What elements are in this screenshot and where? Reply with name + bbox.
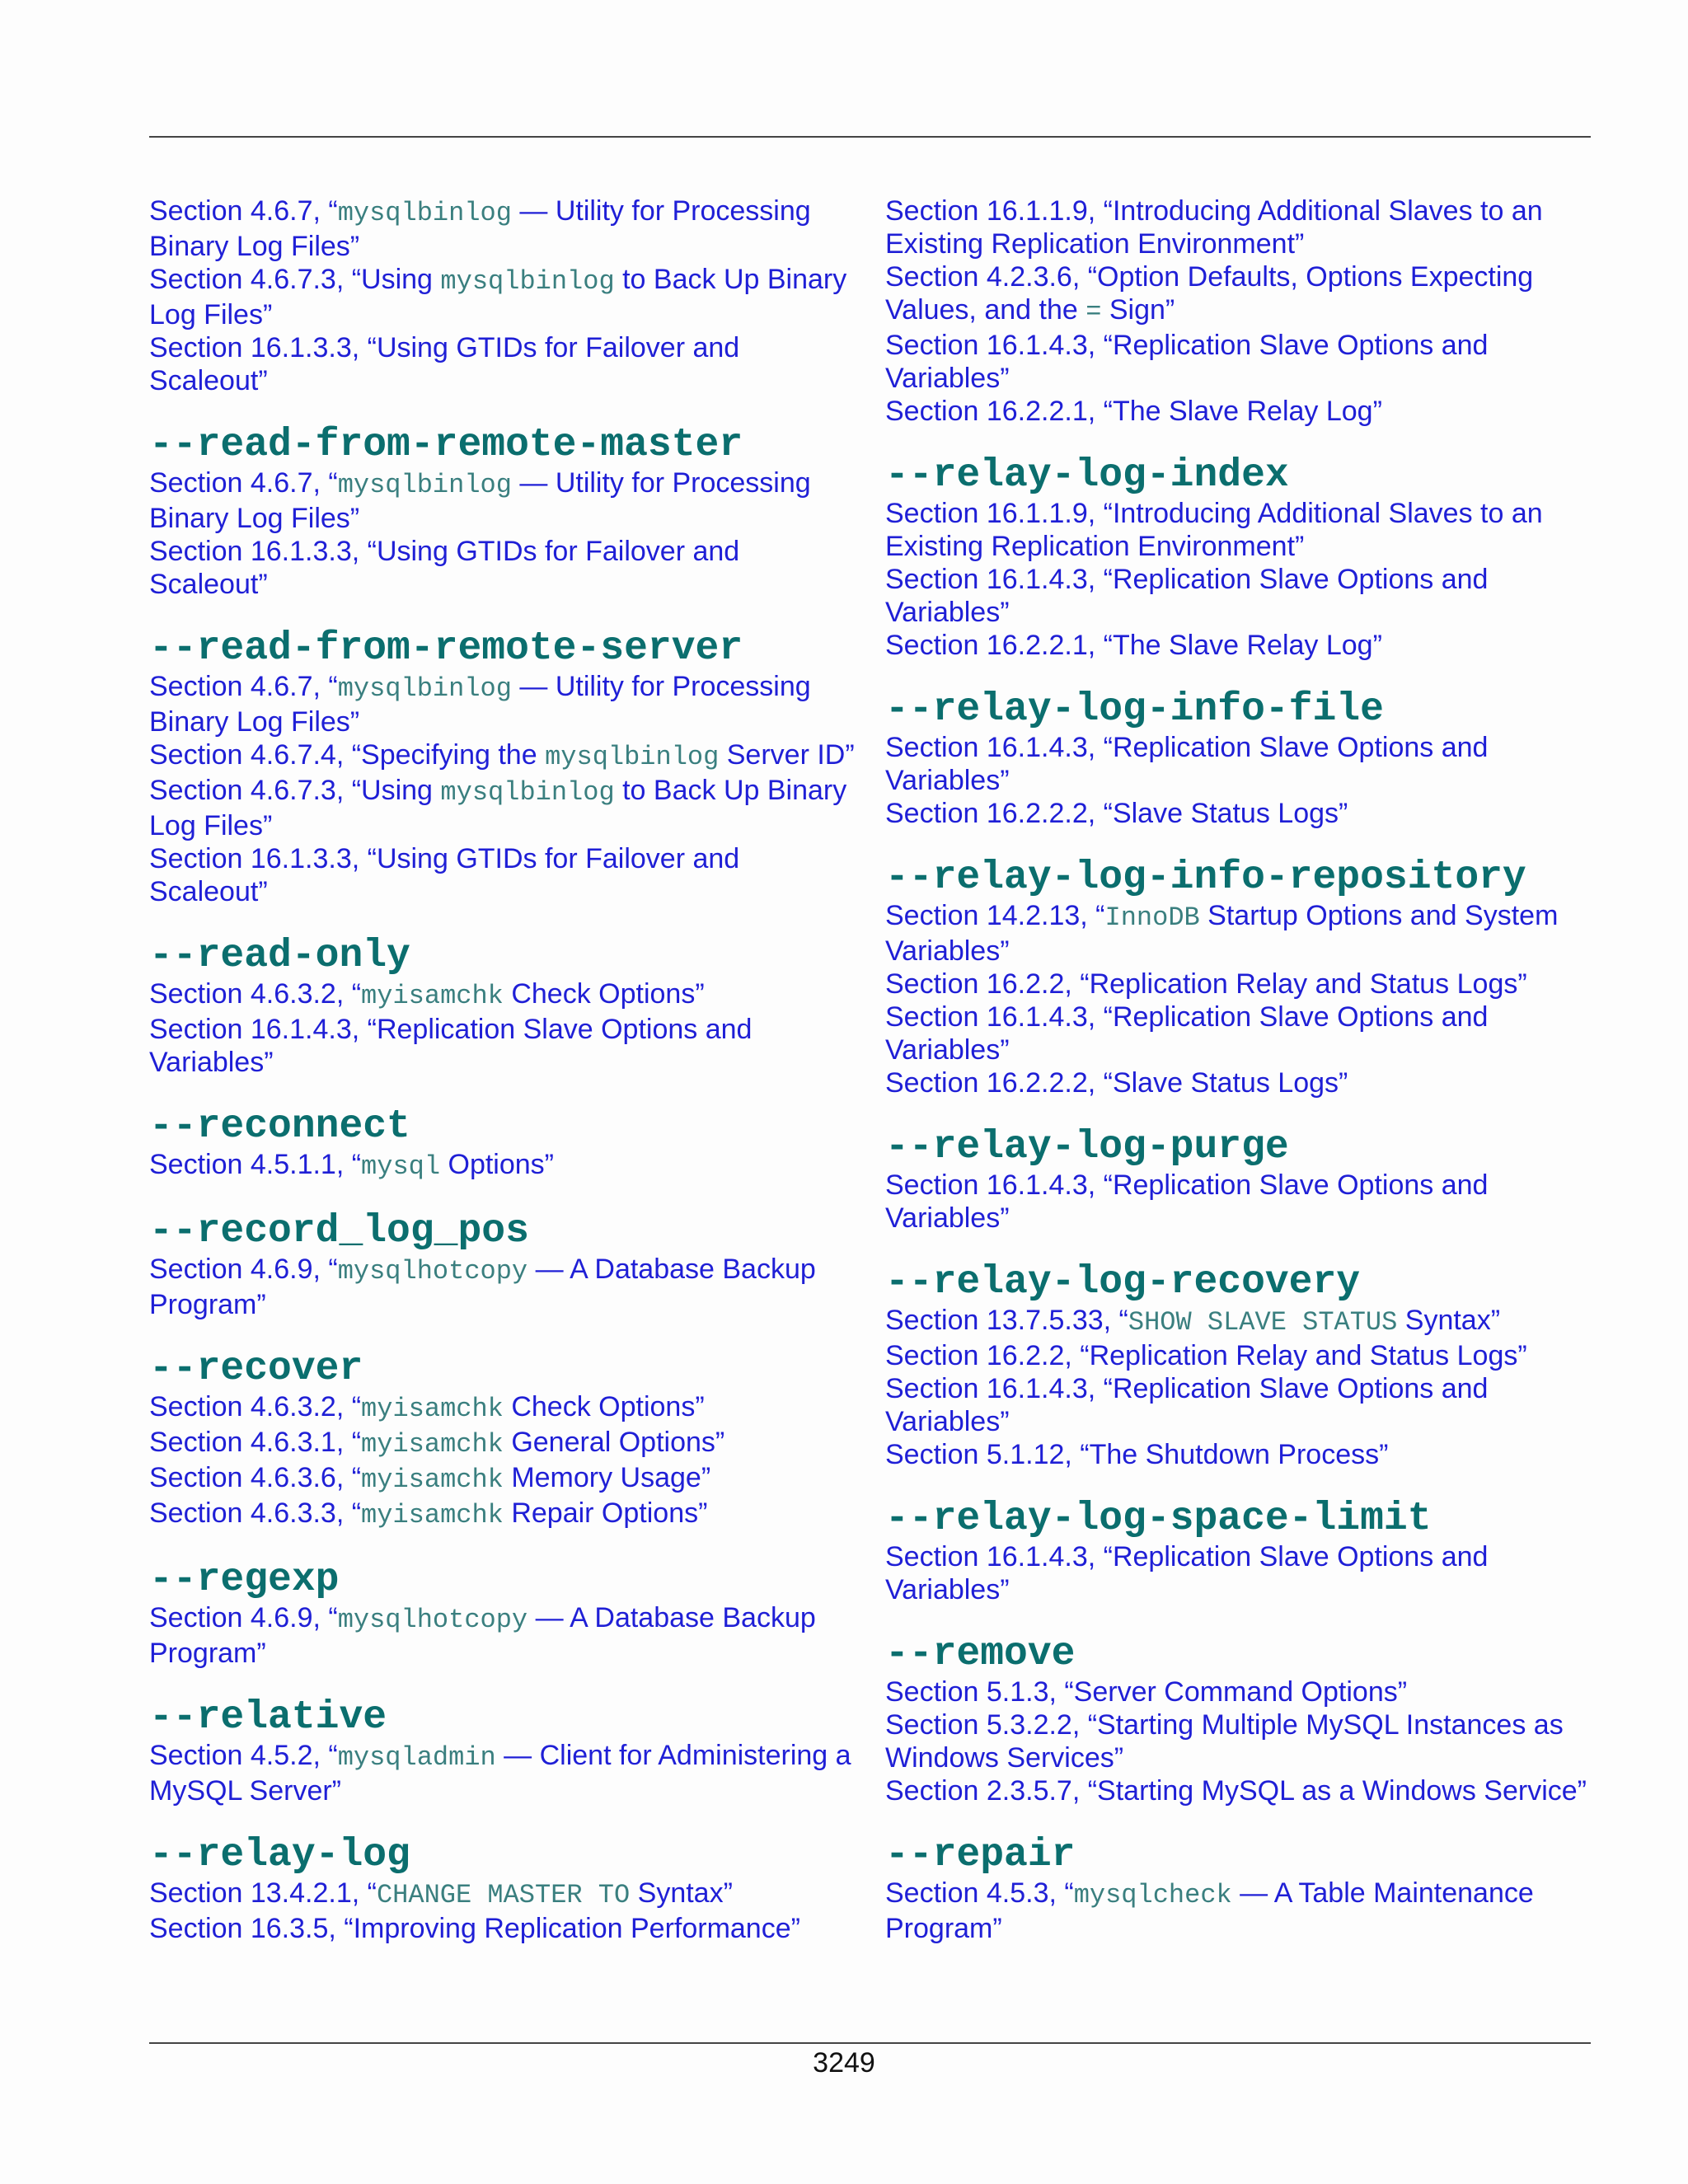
index-column-right: [885, 194, 1591, 1973]
reference-text: Section 4.6.3.2, “: [149, 1391, 362, 1422]
reference-text: Section 4.6.7.3, “Using: [149, 775, 441, 806]
section-reference-link[interactable]: [885, 629, 1591, 662]
reference-text: Section 5.1.12, “The Shutdown Process”: [885, 1439, 1389, 1470]
reference-text: Section 4.6.3.2, “: [149, 978, 362, 1010]
section-reference-link[interactable]: [885, 1169, 1591, 1235]
section-reference-link[interactable]: [149, 1390, 858, 1426]
reference-text: Syntax”: [1397, 1305, 1501, 1336]
section-reference-link[interactable]: [885, 194, 1591, 260]
reference-text: Section 16.1.4.3, “Replication Slave Options and Variables”: [885, 564, 1489, 628]
reference-text: — Utility for Processing Binary Log Files”: [149, 467, 811, 534]
section-reference-link[interactable]: [885, 1774, 1591, 1807]
index-entry: [149, 1209, 858, 1321]
index-entry: [885, 1634, 1591, 1807]
reference-text: Options”: [440, 1149, 555, 1180]
reference-code: mysqlhotcopy: [337, 1256, 528, 1286]
section-reference-link[interactable]: [885, 1339, 1591, 1372]
reference-text: Section 16.1.4.3, “Replication Slave Options and Variables”: [885, 1373, 1489, 1437]
reference-text: Section 16.1.3.3, “Using GTIDs for Failover and Scaleout”: [149, 332, 740, 396]
reference-text: Section 4.5.3, “: [885, 1877, 1074, 1909]
reference-code: mysqlhotcopy: [337, 1605, 528, 1635]
section-reference-link[interactable]: [885, 899, 1591, 968]
reference-text: Section 16.2.2.1, “The Slave Relay Log”: [885, 630, 1382, 661]
reference-text: Repair Options”: [503, 1497, 708, 1529]
reference-text: Section 16.3.5, “Improving Replication Performance”: [149, 1913, 800, 1944]
section-reference-link[interactable]: [149, 977, 858, 1013]
index-entry: [149, 1560, 858, 1670]
section-reference-link[interactable]: [149, 1148, 858, 1183]
reference-text: Section 16.2.2, “Replication Relay and Status Logs”: [885, 968, 1527, 1000]
reference-text: Section 4.6.3.3, “: [149, 1497, 362, 1529]
index-term: --relay-log-purge: [885, 1125, 1289, 1169]
reference-text: Section 5.1.3, “Server Command Options”: [885, 1676, 1408, 1708]
index-entry: [885, 855, 1591, 1099]
index-term: --relay-log-space-limit: [885, 1497, 1432, 1541]
section-reference-link[interactable]: [149, 1739, 858, 1807]
reference-text: Section 16.2.2.2, “Slave Status Logs”: [885, 1067, 1348, 1099]
reference-text: Memory Usage”: [503, 1462, 711, 1493]
reference-text: Section 4.6.3.1, “: [149, 1427, 362, 1458]
index-term: --relay-log-index: [885, 453, 1289, 498]
reference-text: Section 16.2.2.2, “Slave Status Logs”: [885, 798, 1348, 829]
section-reference-link[interactable]: [149, 1601, 858, 1670]
reference-code: myisamchk: [361, 1429, 504, 1460]
reference-code: InnoDB: [1104, 902, 1200, 933]
reference-text: — Client for Administering a MySQL Server”: [149, 1740, 851, 1807]
index-entry: [885, 1127, 1591, 1235]
reference-code: myisamchk: [361, 981, 504, 1011]
index-term: --relay-log-info-repository: [885, 855, 1526, 900]
index-entry: [885, 453, 1591, 662]
reference-text: Section 16.2.2.1, “The Slave Relay Log”: [885, 396, 1382, 427]
reference-text: Section 4.6.7.3, “Using: [149, 264, 441, 295]
index-column-left: [149, 194, 858, 1973]
reference-text: Section 4.6.7, “: [149, 195, 338, 227]
reference-text: Section 16.1.3.3, “Using GTIDs for Failover and Scaleout”: [149, 536, 740, 600]
reference-text: — Utility for Processing Binary Log Files”: [149, 195, 811, 262]
reference-text: to Back Up Binary Log Files”: [149, 264, 847, 330]
section-reference-link[interactable]: [885, 1708, 1591, 1774]
section-reference-link[interactable]: [149, 331, 858, 397]
reference-text: Section 16.1.4.3, “Replication Slave Options and Variables”: [885, 1169, 1489, 1234]
page-number: 3249: [813, 2047, 875, 2079]
section-reference-link[interactable]: [885, 1877, 1591, 1945]
reference-text: Section 13.7.5.33, “: [885, 1305, 1128, 1336]
index-term: --read-from-remote-master: [149, 423, 743, 467]
section-reference-link[interactable]: [149, 774, 858, 842]
section-reference-link[interactable]: [885, 1540, 1591, 1606]
reference-text: Section 16.1.4.3, “Replication Slave Options and Variables”: [885, 330, 1489, 394]
section-reference-link[interactable]: [885, 1304, 1591, 1339]
reference-text: Section 16.1.3.3, “Using GTIDs for Failover and Scaleout”: [149, 843, 740, 907]
reference-text: Section 4.6.9, “: [149, 1254, 338, 1285]
section-reference-link[interactable]: [885, 1372, 1591, 1438]
section-reference-link[interactable]: [149, 535, 858, 601]
reference-code: =: [1085, 297, 1102, 327]
index-entry: [885, 1260, 1591, 1471]
index-term: --relay-log: [149, 1833, 410, 1877]
index-term: --relay-log-recovery: [885, 1260, 1361, 1305]
section-reference-link[interactable]: [149, 466, 858, 535]
reference-code: mysql: [361, 1151, 441, 1182]
reference-text: Section 4.2.3.6, “Option Defaults, Options Expecting Values, and the: [885, 261, 1534, 326]
reference-text: Section 13.4.2.1, “: [149, 1877, 377, 1909]
index-term: --read-only: [149, 934, 410, 978]
reference-text: Check Options”: [503, 978, 705, 1010]
reference-text: Section 4.6.9, “: [149, 1602, 338, 1633]
index-entry: [149, 425, 858, 601]
reference-text: Section 16.1.4.3, “Replication Slave Options and Variables”: [885, 1541, 1489, 1605]
reference-text: Section 4.6.7, “: [149, 467, 338, 499]
reference-text: — A Database Backup Program”: [149, 1602, 816, 1669]
reference-text: Section 16.1.4.3, “Replication Slave Options and Variables”: [885, 732, 1489, 796]
reference-text: General Options”: [503, 1427, 725, 1458]
section-reference-link[interactable]: [149, 1013, 858, 1079]
reference-text: Check Options”: [503, 1391, 705, 1422]
reference-text: Section 4.6.7, “: [149, 671, 338, 702]
index-term: --repair: [885, 1833, 1076, 1877]
index-term: --read-from-remote-server: [149, 626, 743, 671]
reference-code: myisamchk: [361, 1500, 504, 1530]
section-reference-link[interactable]: [885, 968, 1591, 1001]
section-reference-link[interactable]: [885, 1066, 1591, 1099]
reference-code: myisamchk: [361, 1394, 504, 1424]
reference-text: — A Database Backup Program”: [149, 1254, 816, 1320]
reference-text: Syntax”: [630, 1877, 733, 1909]
index-entry: [149, 1835, 858, 1945]
section-reference-link[interactable]: [149, 1912, 858, 1945]
section-reference-link[interactable]: [149, 1253, 858, 1321]
section-reference-link[interactable]: [885, 1001, 1591, 1066]
index-entry: [149, 626, 858, 908]
reference-text: to Back Up Binary Log Files”: [149, 775, 847, 841]
section-reference-link[interactable]: [885, 797, 1591, 830]
section-reference-link[interactable]: [885, 731, 1591, 797]
section-reference-link[interactable]: [885, 260, 1591, 329]
index-entry: [149, 936, 858, 1079]
section-reference-link[interactable]: [885, 497, 1591, 563]
index-term: --relative: [149, 1695, 387, 1740]
section-reference-link[interactable]: [885, 395, 1591, 428]
section-reference-link[interactable]: [149, 1461, 858, 1497]
reference-text: Section 14.2.13, “: [885, 900, 1105, 931]
reference-code: CHANGE MASTER TO: [376, 1880, 631, 1910]
reference-text: Server ID”: [719, 739, 855, 771]
index-entry: [885, 194, 1591, 428]
reference-code: SHOW SLAVE STATUS: [1128, 1307, 1398, 1338]
index-entry: [149, 194, 858, 397]
reference-text: Sign”: [1101, 294, 1175, 326]
index-entry: [149, 1349, 858, 1532]
reference-code: mysqlbinlog: [440, 777, 615, 808]
reference-text: Startup Options and System Variables”: [885, 900, 1559, 967]
reference-text: — Utility for Processing Binary Log Files”: [149, 671, 811, 738]
section-reference-link[interactable]: [885, 1675, 1591, 1708]
reference-text: Section 4.5.2, “: [149, 1740, 338, 1771]
reference-text: Section 16.1.4.3, “Replication Slave Options and Variables”: [149, 1014, 753, 1078]
reference-code: mysqladmin: [337, 1742, 496, 1773]
reference-text: Section 16.1.1.9, “Introducing Additional Slaves to an Existing Replication Environment”: [885, 195, 1543, 260]
index-entry: [885, 1499, 1591, 1606]
index-entry: [149, 1104, 858, 1183]
section-reference-link[interactable]: [149, 194, 858, 263]
reference-text: Section 4.6.7.4, “Specifying the: [149, 739, 546, 771]
index-term: --relay-log-info-file: [885, 687, 1384, 732]
reference-code: mysqlbinlog: [440, 266, 615, 297]
reference-code: mysqlbinlog: [337, 673, 512, 704]
index-term: --recover: [149, 1347, 363, 1391]
section-reference-link[interactable]: [149, 1497, 858, 1532]
section-reference-link[interactable]: [149, 670, 858, 738]
reference-code: mysqlcheck: [1073, 1880, 1232, 1910]
section-reference-link[interactable]: [149, 1877, 858, 1912]
section-reference-link[interactable]: [149, 1426, 858, 1461]
reference-text: Section 16.2.2, “Replication Relay and Status Logs”: [885, 1340, 1527, 1371]
reference-text: — A Table Maintenance Program”: [885, 1877, 1534, 1944]
reference-text: Section 4.6.3.6, “: [149, 1462, 362, 1493]
reference-text: Section 16.1.4.3, “Replication Slave Options and Variables”: [885, 1001, 1489, 1066]
section-reference-link[interactable]: [149, 263, 858, 331]
reference-text: Section 2.3.5.7, “Starting MySQL as a Windows Service”: [885, 1775, 1587, 1807]
top-rule: [149, 136, 1591, 138]
index-term: --remove: [885, 1632, 1076, 1676]
index-term: --record_log_pos: [149, 1209, 529, 1254]
reference-code: mysqlbinlog: [337, 198, 512, 228]
reference-text: Section 16.1.1.9, “Introducing Additional Slaves to an Existing Replication Environment”: [885, 498, 1543, 562]
reference-text: Section 5.3.2.2, “Starting Multiple MySQL Instances as Windows Services”: [885, 1709, 1564, 1774]
reference-text: Section 4.5.1.1, “: [149, 1149, 362, 1180]
index-entry: [149, 1695, 858, 1807]
reference-code: mysqlbinlog: [337, 470, 512, 500]
section-reference-link[interactable]: [149, 738, 858, 774]
index-term: --reconnect: [149, 1104, 410, 1149]
index-entry: [885, 687, 1591, 830]
index-entry: [885, 1835, 1591, 1945]
reference-code: mysqlbinlog: [545, 742, 720, 772]
index-term: --regexp: [149, 1558, 340, 1602]
reference-code: myisamchk: [361, 1465, 504, 1495]
section-reference-link[interactable]: [885, 329, 1591, 395]
section-reference-link[interactable]: [885, 1438, 1591, 1471]
section-reference-link[interactable]: [149, 842, 858, 908]
section-reference-link[interactable]: [885, 563, 1591, 629]
bottom-rule: [149, 2042, 1591, 2044]
